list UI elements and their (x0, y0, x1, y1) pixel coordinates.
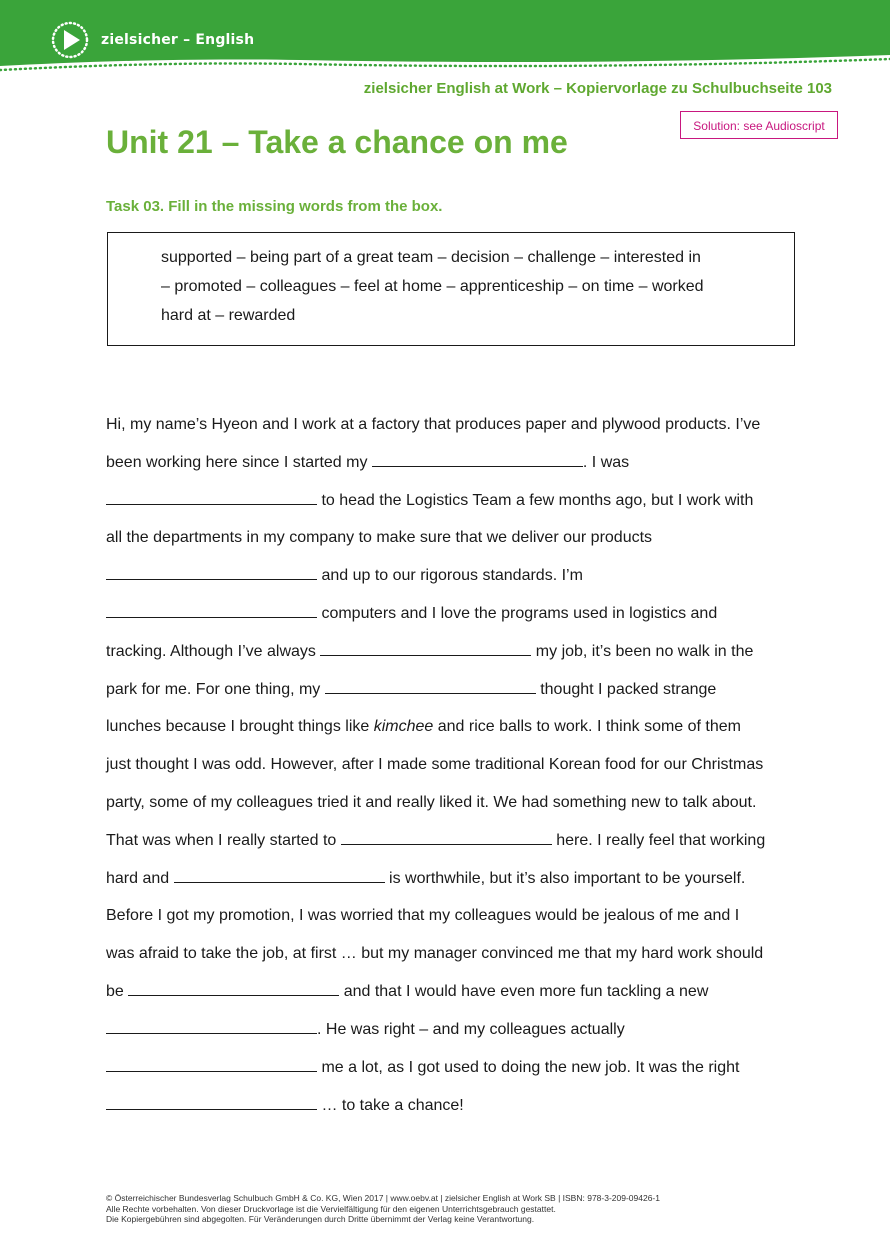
page-title: Unit 21 – Take a chance on me (106, 124, 568, 160)
task-instruction: Task 03. Fill in the missing words from the box. (106, 198, 443, 215)
word-box (107, 232, 795, 346)
footer-copyright: © Österreichischer Bundesverlag Schulbuch GmbH & Co. KG, Wien 2017 | www.oebv.at | zielsicher English at Work SB | ISBN: 978-3-209-09426-1 (106, 1193, 660, 1203)
text-line: lunches because I brought things like kimchee and rice balls to work. I think some of them (106, 718, 741, 735)
gap-blank[interactable] (320, 643, 531, 656)
footer (106, 1193, 660, 1225)
text-line: hard and is worthwhile, but it’s also important to be yourself. (106, 870, 746, 887)
gap-blank[interactable] (372, 454, 583, 467)
text-line: That was when I really started to here. I really feel that working (106, 832, 766, 849)
gap-blank[interactable] (106, 1059, 317, 1072)
gap-blank[interactable] (128, 983, 339, 996)
word-box-line: – promoted – colleagues – feel at home – apprenticeship – on time – worked (161, 278, 704, 295)
text-line: computers and I love the programs used in logistics and (106, 605, 717, 623)
text-line: . He was right – and my colleagues actually (106, 1021, 625, 1039)
header-subtitle: zielsicher English at Work – Kopiervorlage zu Schulbuchseite 103 (363, 80, 832, 97)
text-line: me a lot, as I got used to doing the new job. It was the right (106, 1059, 739, 1077)
text-line: and up to our rigorous standards. I’m (106, 567, 583, 585)
gap-blank[interactable] (106, 605, 317, 618)
text-line: all the departments in my company to make sure that we deliver our products (106, 529, 653, 546)
text-line: Hi, my name’s Hyeon and I work at a factory that produces paper and plywood products. I’ve (106, 416, 761, 433)
footer-rights: Alle Rechte vorbehalten. Von dieser Druckvorlage ist die Vervielfältigung für den eigenen Unterrichtsgebrauch gestattet. (106, 1203, 556, 1214)
gap-blank[interactable] (325, 681, 536, 694)
text-line: … to take a chance! (106, 1097, 464, 1115)
gap-blank[interactable] (106, 567, 317, 580)
text-line: was afraid to take the job, at first … but my manager convinced me that my hard work should (106, 945, 764, 962)
gap-blank[interactable] (106, 492, 317, 505)
gap-blank[interactable] (174, 870, 385, 883)
text-line: park for me. For one thing, my thought I packed strange (106, 681, 717, 698)
text-line: just thought I was odd. However, after I made some traditional Korean food for our Christmas (106, 756, 764, 773)
text-line: tracking. Although I’ve always my job, it’s been no walk in the (106, 643, 754, 660)
text-line: Before I got my promotion, I was worried that my colleagues would be jealous of me and I (106, 907, 740, 924)
word-box-line: hard at – rewarded (161, 307, 296, 324)
play-icon (50, 20, 90, 60)
text-line: been working here since I started my . I was (106, 454, 630, 471)
text-line: be and that I would have even more fun tackling a new (106, 983, 709, 1000)
gap-blank[interactable] (106, 1021, 317, 1034)
gap-blank[interactable] (106, 1097, 317, 1110)
word-box-line: supported – being part of a great team – decision – challenge – interested in (161, 249, 701, 266)
footer-fees: Die Kopiergebühren sind abgegolten. Für Veränderungen durch Dritte übernimmt der Verlag keine Verantwortung. (106, 1214, 535, 1224)
solution-note: Solution: see Audioscript (680, 111, 838, 139)
text-line: to head the Logistics Team a few months ago, but I work with (106, 492, 753, 510)
text-line: party, some of my colleagues tried it and really liked it. We had something new to talk about. (106, 794, 757, 811)
brand-name: zielsicher – English (101, 32, 255, 48)
gap-blank[interactable] (341, 832, 552, 845)
